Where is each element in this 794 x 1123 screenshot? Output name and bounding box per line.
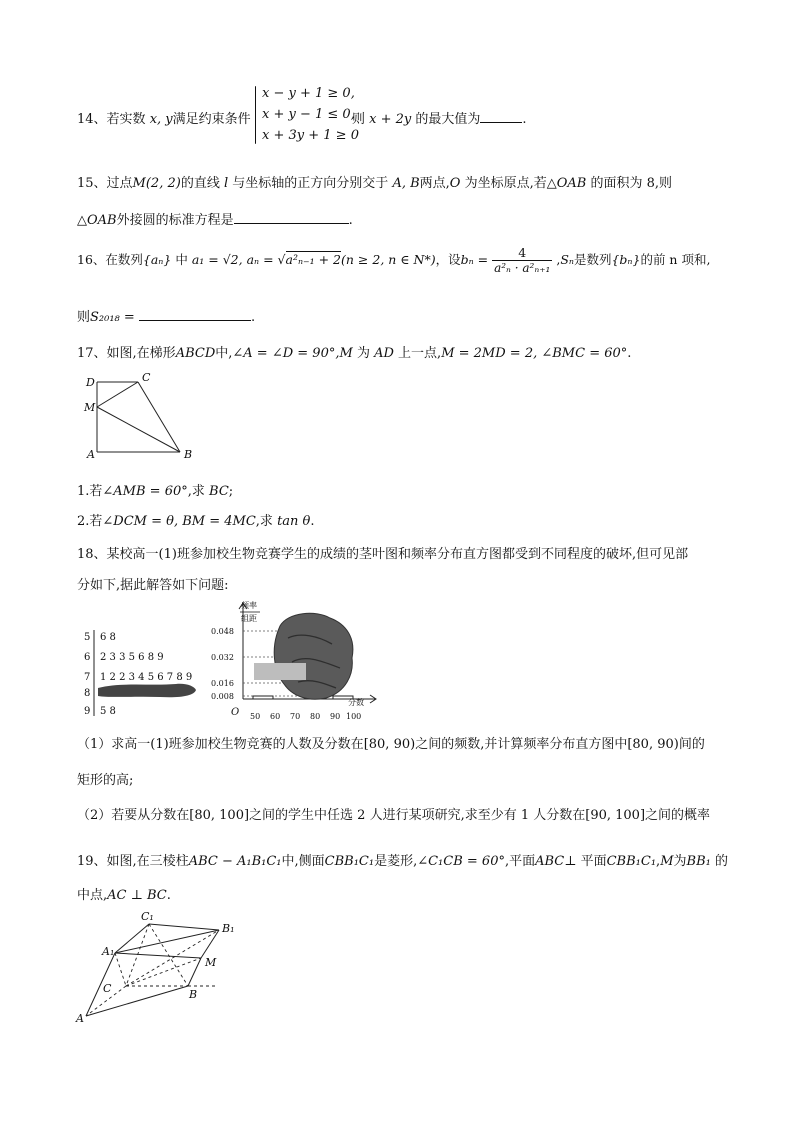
damage-smudge: [98, 684, 196, 697]
ytick-0032: 0.032: [211, 653, 234, 662]
segment-MB: [97, 407, 180, 452]
q17-line-1: 17、如图,在梯形ABCD中,∠A = ∠D = 90°,M 为 AD 上一点,M = 2MD = 2, ∠BMC = 60°.: [77, 346, 632, 361]
leaves-9: 5 8: [100, 706, 116, 717]
bn-fraction: $\frac{4}{\text{a²ₙ · a²ₙ₊₁}}$: [494, 245, 551, 275]
q15-line-1: 15、过点M(2, 2)的直线 l 与坐标轴的正方向分别交于 A, B两点,O 为坐标原点,若△OAB 的面积为 8,则: [77, 176, 673, 191]
prism-figure: [74, 908, 244, 1026]
diag-A1C: [115, 953, 126, 986]
q14-brace: [255, 86, 256, 144]
ytick-0016: 0.016: [211, 679, 234, 688]
q19-line-1: 19、如图,在三棱柱ABC − A₁B₁C₁中,侧面CBB₁C₁是菱形,∠C₁CB = 60°,平面ABC⊥ 平面CBB₁C₁,M为BB₁ 的: [77, 854, 728, 869]
label-B1: B₁: [222, 922, 235, 935]
label-M: M: [205, 956, 217, 969]
stem-leaf-plot: [80, 626, 210, 721]
edge-A1B1: [115, 930, 219, 953]
frequency-histogram: [208, 598, 380, 723]
q16-line-2: 则S₂₀₁₈ = .: [77, 310, 256, 325]
label-D: D: [86, 376, 95, 389]
stem-8: 8: [84, 688, 91, 699]
q18-line-2: 分如下,据此解答如下问题:: [77, 578, 229, 593]
label-C: C: [103, 982, 112, 995]
q18-part-1-cont: 矩形的高;: [77, 773, 134, 788]
label-A: A: [87, 448, 95, 461]
q18-part-1: （1）求高一(1)班参加校生物竞赛的人数及分数在[80, 90)之间的频数,并计算频率分布直方图中[80, 90)间的: [77, 737, 705, 752]
leaves-6: 2 3 3 5 6 8 9: [100, 652, 164, 663]
xtick-80: 80: [310, 712, 321, 721]
ytick-0048: 0.048: [211, 627, 234, 636]
q19-line-2: 中点,AC ⊥ BC.: [77, 888, 171, 903]
segment-MC: [97, 382, 138, 407]
stem-7: 7: [84, 672, 91, 683]
trapezoid-figure: [80, 370, 200, 462]
hist-bar-50-60: [253, 696, 273, 699]
q14-constraint-3: x + 3y + 1 ≥ 0: [262, 128, 359, 143]
q14-constraint-2: x + y − 1 ≤ 0,: [262, 107, 355, 122]
edge-C1B1: [149, 924, 219, 930]
q14-line: 14、若实数 x, y满足约束条件: [77, 112, 251, 127]
q17-sub-2: 2.若∠DCM = θ, BM = 4MC,求 tan θ.: [77, 514, 315, 529]
q14-tail: 则 x + 2y 的最大值为 .: [352, 112, 527, 127]
xtick-60: 60: [270, 712, 281, 721]
q14-constraint-1: x − y + 1 ≥ 0,: [262, 86, 355, 101]
redaction-box: [254, 663, 306, 680]
q18-line-1: 18、某校高一(1)班参加校生物竞赛学生的成绩的茎叶图和频率分布直方图都受到不同程度的破坏,但可见部: [77, 547, 689, 562]
ytick-0008: 0.008: [211, 692, 234, 701]
answer-blank: [139, 308, 251, 321]
q15-line-2: △OAB外接圆的标准方程是 .: [77, 213, 353, 228]
leaves-7: 1 2 2 3 4 5 6 7 8 9: [100, 672, 193, 683]
xtick-70: 70: [290, 712, 301, 721]
q18-part-2: （2）若要从分数在[80, 100]之间的学生中任选 2 人进行某项研究,求至少有 1 人分数在[90, 100]之间的概率: [77, 808, 711, 823]
y-title-top: 频率: [241, 601, 257, 610]
x-label: 分数: [348, 698, 364, 707]
sqrt-sign: √: [277, 252, 286, 267]
leaves-5: 6 8: [100, 632, 116, 643]
stem-5: 5: [84, 632, 91, 643]
label-B: B: [184, 448, 193, 461]
label-A1: A₁: [102, 945, 115, 958]
stem-9: 9: [84, 706, 91, 717]
answer-blank: [234, 211, 349, 224]
xtick-50: 50: [250, 712, 261, 721]
label-C1: C₁: [141, 910, 154, 923]
edge-B1M: [201, 930, 219, 958]
xtick-100: 100: [346, 712, 362, 721]
segment-CB: [138, 382, 180, 452]
stem-6: 6: [84, 652, 91, 663]
y-title-bottom: 组距: [241, 614, 257, 623]
edge-AB: [86, 986, 188, 1016]
q17-sub-1: 1.若∠AMB = 60°,求 BC;: [77, 484, 234, 499]
label-A: A: [76, 1012, 84, 1025]
label-C: C: [142, 371, 151, 384]
answer-blank: [480, 110, 522, 123]
xtick-90: 90: [330, 712, 341, 721]
label-M: M: [84, 401, 96, 414]
label-B: B: [189, 988, 198, 1001]
segment-A1M: [115, 953, 201, 958]
q16-line-1: 16、在数列{aₙ} 中 a₁ = √2, aₙ = √a²ₙ₋₁ + 2(n ≥ 2, n ∈ N*)，设bₙ = $\frac{4}{\text{a²ₙ · a²ₙ₊₁}}$ ,Sₙ是数列{bₙ}的前 n 项和,: [77, 245, 711, 275]
origin-label: O: [231, 707, 240, 718]
edge-A1C1: [115, 924, 149, 953]
damage-blot: [274, 613, 353, 699]
